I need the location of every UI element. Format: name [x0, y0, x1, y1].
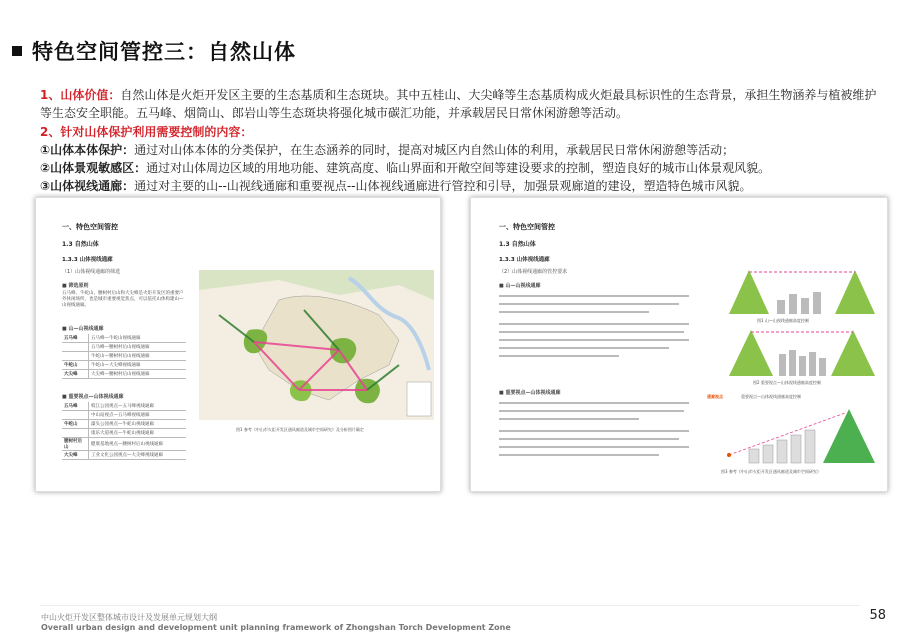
text-line [499, 438, 679, 440]
building [819, 358, 826, 376]
panel2-sec3: 1.3.3 山体视线通廊 [499, 257, 550, 263]
text-line [499, 295, 689, 297]
text-line [499, 347, 669, 349]
building [809, 352, 816, 376]
panel1-label-a: ■ 筛选原则 [62, 283, 89, 289]
panel2-sec2: 1.3 自然山体 [499, 241, 536, 248]
building [805, 430, 815, 463]
table-row: 牛蛇山—腰树村后山视线通廊 [62, 352, 186, 361]
corridor-map [199, 270, 434, 420]
diagram-mountain-mountain-2 [727, 326, 877, 378]
diagram-mountain-mountain [727, 264, 877, 316]
map-legend [407, 382, 431, 416]
fig2-caption: 图2 重要视点—山体视线通廊高度控制 [753, 380, 821, 385]
panel1-sec3: 1.3.3 山体视线通廊 [62, 257, 113, 263]
panel1-table2-title: ■ 重要视点—山体视线通廊 [62, 394, 124, 400]
building [789, 294, 797, 314]
para-text: 自然山体是火炬开发区主要的生态基质和生态斑块。其中五桂山、大尖峰等生态基质构成火炬最具标识性的生态背景，承担生物涵养与植被维护等生态安全职能。五马峰、烟筒山、郎岩山等生态斑块将强化城市碳汇功能，并承载居民日常休闲游憩等活动。 [40, 88, 877, 120]
text-line [499, 454, 659, 456]
building [813, 292, 821, 314]
heading-control: 2、针对山体保护利用需要控制的内容： [40, 125, 253, 139]
table-mountain-corridors [62, 334, 186, 379]
diagram-viewpoint-mountain [727, 403, 877, 465]
text-line [499, 303, 679, 305]
text-line [499, 331, 684, 333]
fig3-caption: 重要视点—山体视线通廊高度控制 [741, 394, 801, 399]
buildings [777, 292, 821, 314]
title-text: 特色空间管控三：自然山体 [32, 40, 296, 64]
panel1-table1-title: ■ 山—山视线通廊 [62, 326, 104, 332]
table-row: 腰树村后山 健康基地视点—腰树村后山视线通廊 [62, 438, 186, 451]
panel2-text-lines-a [499, 293, 699, 373]
panel2-text-lines-b [499, 400, 699, 480]
fig1-caption: 图1 山—山视线通廊高度控制 [757, 318, 809, 323]
document-panel-right [470, 197, 888, 492]
buildings [749, 430, 815, 463]
panel2-label-a: ■ 山—山视线通廊 [499, 283, 541, 289]
mountain-shape [823, 409, 875, 463]
building [763, 445, 773, 463]
building [791, 435, 801, 463]
panel1-sec1: 一、特色空间管控 [62, 223, 118, 231]
para-label: 山体价值： [60, 88, 121, 102]
building [799, 356, 806, 376]
panel1-sub: （1）山体视线通廊的筛选 [62, 269, 121, 275]
building [801, 298, 809, 314]
mountain-shape [835, 270, 875, 314]
table-row: 牛蛇山 牛蛇山—大尖峰视线通廊 [62, 361, 186, 370]
text-line [499, 418, 639, 420]
mountain-shape [729, 330, 773, 376]
panel2-sec1: 一、特色空间管控 [499, 223, 555, 231]
para-number: 1、 [40, 88, 61, 102]
title-bullet [12, 46, 22, 56]
page-number: 58 [869, 608, 886, 623]
viewpoint-dot [727, 453, 731, 457]
text-line [499, 355, 619, 357]
text-line [499, 402, 689, 404]
table-row: 中山站视点—五马峰视线通廊 [62, 411, 186, 420]
panel1-sec2: 1.3 自然山体 [62, 241, 99, 248]
building [789, 350, 796, 376]
table-row: 大尖峰 大尖峰—腰树村后山视线通廊 [62, 370, 186, 379]
page-title [12, 36, 296, 66]
table-row: 牛蛇山 濠头公园视点—牛蛇山视线通廊 [62, 420, 186, 429]
building [777, 440, 787, 463]
text-lines [499, 402, 689, 456]
panel1-caption: 图1 参考《中山市火炬开发区通风廊道及城市空间研究》及分析图片确定 [236, 427, 364, 432]
text-line [499, 323, 689, 325]
footer-divider [40, 605, 860, 606]
text-line [499, 410, 684, 412]
table-row: 大尖峰 工业文化公园视点—大尖峰视线通廊 [62, 451, 186, 460]
footer-title-cn: 中山火炬开发区整体城市设计及发展单元规划大纲 [41, 613, 217, 622]
item-3: ③山体视线通廊：通过对主要的山--山视线通廊和重要视点--山体视线通廊进行管控和引导，加强景观廊道的建设，塑造特色城市风貌。 [40, 179, 752, 193]
table-row: 五马峰 岐江公园视点—五马峰视线通廊 [62, 402, 186, 411]
building [749, 449, 759, 463]
table-row: 五马峰—腰树村后山视线通廊 [62, 343, 186, 352]
item-2: ②山体景观敏感区：通过对山体周边区域的用地功能、建筑高度、临山界面和开敞空间等建设要求的控制，塑造良好的城市山体景观风貌。 [40, 161, 771, 175]
paragraph-value [40, 86, 888, 122]
mountain-shape [729, 270, 769, 314]
table-row: 五马峰 五马峰—牛蛇山视线通廊 [62, 334, 186, 343]
panel2-sub: （2）山体视线通廊的管控要求 [499, 269, 568, 275]
footer-title-en: Overall urban design and development unit planning framework of Zhongshan Torch Development Zone [41, 623, 511, 632]
item-1: ①山体本体保护：通过对山体本体的分类保护，在生态涵养的同时，提高对城区内自然山体的利用，承载居民日常休闲游憩等活动； [40, 143, 735, 157]
text-lines [499, 295, 689, 357]
table-row: 康乐大道视点—牛蛇山视线通廊 [62, 429, 186, 438]
mountain-shape [831, 330, 875, 376]
body-text [40, 86, 888, 195]
panel2-caption: 图3 参考《中山市火炬开发区通风廊道及城市空间研究》 [721, 469, 821, 474]
text-line [499, 311, 649, 313]
text-line [499, 430, 689, 432]
building [777, 300, 785, 314]
panel2-label-b: ■ 重要视点—山体视线通廊 [499, 390, 561, 396]
text-line [499, 339, 689, 341]
text-line [499, 446, 689, 448]
buildings [779, 350, 826, 376]
building [779, 354, 786, 376]
document-panel-left [35, 197, 441, 492]
table-viewpoint-corridors [62, 402, 186, 460]
panel1-desc-a: 五马峰、牛蛇山、腰树村后山和大尖峰是火炬开发区的重要户外休闲场所，也是城市重要视觉焦点，可以依托山体构建山—山视线通廊。 [62, 291, 184, 308]
fig-viewpoint-label: 通廊视点 [707, 394, 723, 399]
